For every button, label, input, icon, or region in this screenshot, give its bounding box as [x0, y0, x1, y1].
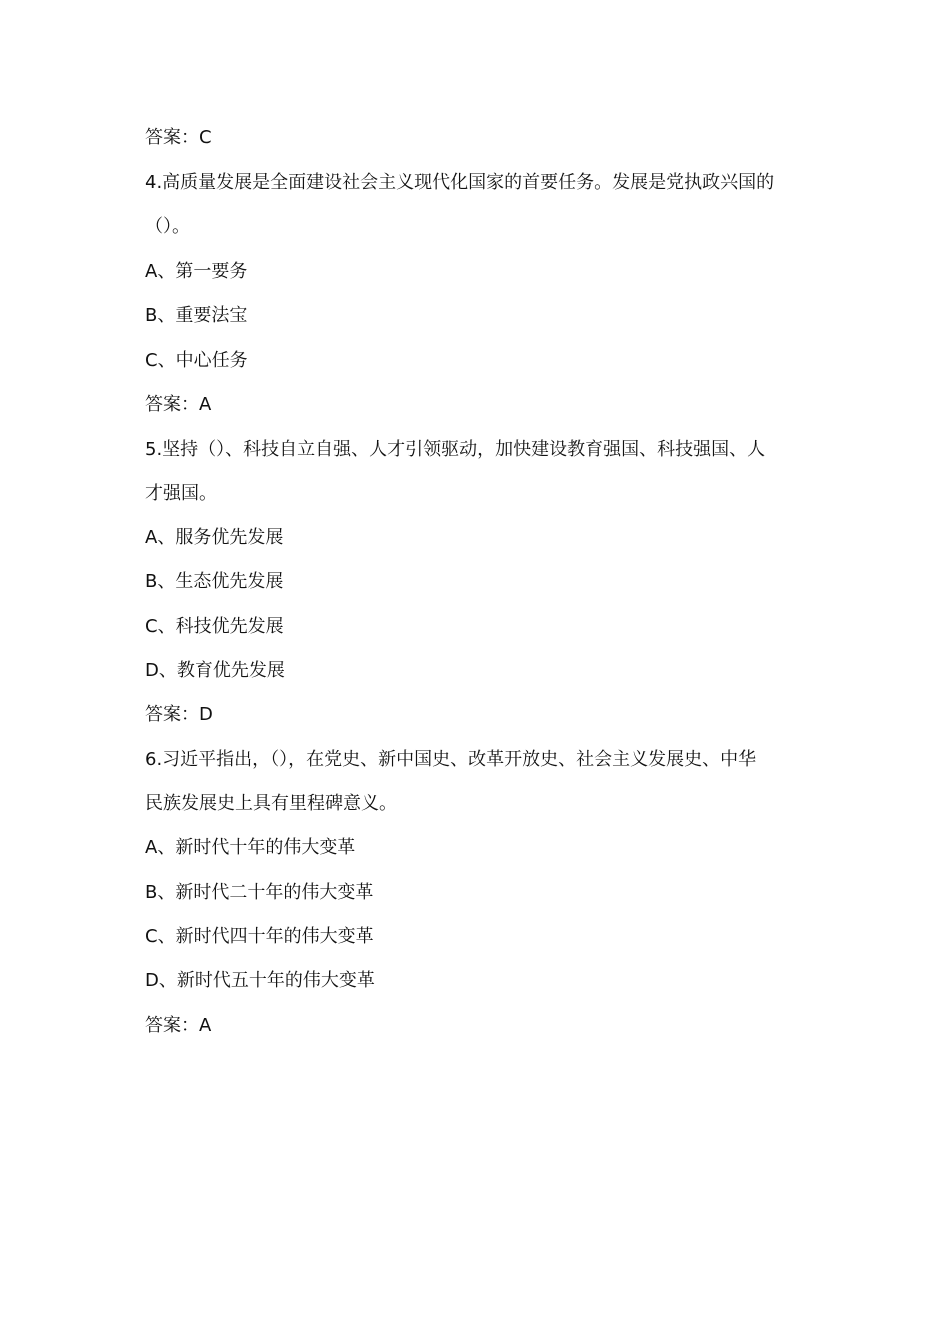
- question-4-stem-line-2: （）。: [145, 216, 190, 237]
- question-4-option-b: B、重要法宝: [145, 305, 248, 326]
- question-6-stem-line-2: 民族发展史上具有里程碑意义。: [145, 793, 397, 814]
- question-5-answer: 答案：D: [145, 704, 213, 725]
- question-6-option-b: B、新时代二十年的伟大变革: [145, 882, 374, 903]
- question-4-option-a: A、第一要务: [145, 261, 248, 282]
- question-5-stem-line-1: 5.坚持（）、科技自立自强、人才引领驱动，加快建设教育强国、科技强国、人: [145, 439, 766, 460]
- question-5-option-a: A、服务优先发展: [145, 527, 284, 548]
- previous-answer: 答案：C: [145, 127, 212, 148]
- question-6-option-a: A、新时代十年的伟大变革: [145, 837, 356, 858]
- question-6-stem-line-1: 6.习近平指出，（），在党史、新中国史、改革开放史、社会主义发展史、中华: [145, 749, 757, 770]
- question-5-stem-line-2: 才强国。: [145, 483, 217, 504]
- question-6-answer: 答案：A: [145, 1015, 212, 1036]
- question-4-answer: 答案：A: [145, 394, 212, 415]
- question-4-option-c: C、中心任务: [145, 350, 248, 371]
- question-6-option-c: C、新时代四十年的伟大变革: [145, 926, 374, 947]
- question-6-option-d: D、新时代五十年的伟大变革: [145, 970, 375, 991]
- question-5-option-b: B、生态优先发展: [145, 571, 284, 592]
- question-4-stem-line-1: 4.高质量发展是全面建设社会主义现代化国家的首要任务。发展是党执政兴国的: [145, 172, 775, 193]
- question-5-option-c: C、科技优先发展: [145, 616, 284, 637]
- question-5-option-d: D、教育优先发展: [145, 660, 285, 681]
